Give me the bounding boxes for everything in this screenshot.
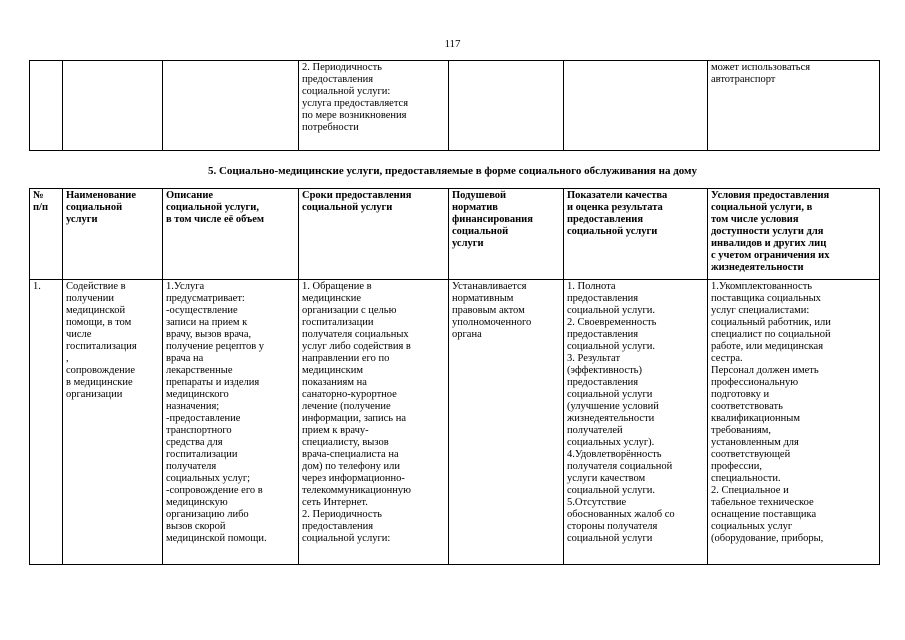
table-cell: 1.Услуга предусматривает: -осуществление записи на прием к врачу, вызов врача, получение рецептов у врача на лекарственные препараты и изделия медицинского назначения; -предоставление транспортного средства для госпитализации получателя социальных услуг; -сопровождение его в медицинскую организацию либо вызов скорой медицинской помощи.: [163, 280, 299, 565]
table-cell: [63, 61, 163, 151]
table-cell: 1.Укомплектованность поставщика социальных услуг специалистами: социальный работник, или специалист по социальной работе, или медицинская сестра. Персонал должен иметь профессиональную подготовку и соответствовать квалификационным требованиям, установленным для соответствующей профессии, специальности. 2. Специальное и табельное техническое оснащение поставщика социальных услуг (оборудование, приборы,: [708, 280, 880, 565]
table-cell: 1.: [30, 280, 63, 565]
table-cell: [30, 61, 63, 151]
column-header-financing: Подушевой норматив финансирования социальной услуги: [449, 189, 564, 280]
column-header-description: Описание социальной услуги, в том числе её объем: [163, 189, 299, 280]
column-header-conditions: Условия предоставления социальной услуги, в том числе условия доступности услуги для инвалидов и других лиц с учетом ограничения их жизнедеятельности: [708, 189, 880, 280]
table-cell: [449, 61, 564, 151]
table-cell: 1. Полнота предоставления социальной услуги. 2. Своевременность предоставления социальной услуги. 3. Результат (эффективность) предоставления социальной услуги (улучшение условий жизнедеятельности получателей социальных услуг). 4.Удовлетворённость получателя социальной услуги качеством социальной услуги. 5.Отсутствие обоснованных жалоб со стороны получателя социальной услуги: [564, 280, 708, 565]
section-title: 5. Социально-медицинские услуги, предоставляемые в форме социального обслуживания на дому: [207, 165, 698, 177]
page-number: 117: [444, 38, 461, 50]
table-row: [30, 280, 880, 565]
column-header-quality: Показатели качества и оценка результата предоставления социальной услуги: [564, 189, 708, 280]
column-header-name: Наименование социальной услуги: [63, 189, 163, 280]
table-header-row: [30, 189, 880, 280]
table-cell: Устанавливается нормативным правовым актом уполномоченного органа: [449, 280, 564, 565]
table-cell: [564, 61, 708, 151]
table-cell: может использоваться автотранспорт: [708, 61, 880, 151]
column-header-terms: Сроки предоставления социальной услуги: [299, 189, 449, 280]
table-cell: 2. Периодичность предоставления социальной услуги: услуга предоставляется по мере возникновения потребности: [299, 61, 449, 151]
table-cell: 1. Обращение в медицинские организации с целью госпитализации получателя социальных услуг либо содействия в направлении его по медицинским показаниям на санаторно-курортное лечение (получение информации, запись на прием к врачу- специалисту, вызов врача-специалиста на дом) по телефону или через информационно- телекоммуникационную сеть Интернет. 2. Периодичность предоставления социальной услуги:: [299, 280, 449, 565]
table-cell: Содействие в получении медицинской помощи, в том числе госпитализация , сопровождение в медицинские организации: [63, 280, 163, 565]
table-cell: [163, 61, 299, 151]
continuation-table: [29, 60, 880, 151]
column-header-number: № п/п: [30, 189, 63, 280]
table-row: [30, 61, 880, 151]
services-table: [29, 188, 880, 565]
